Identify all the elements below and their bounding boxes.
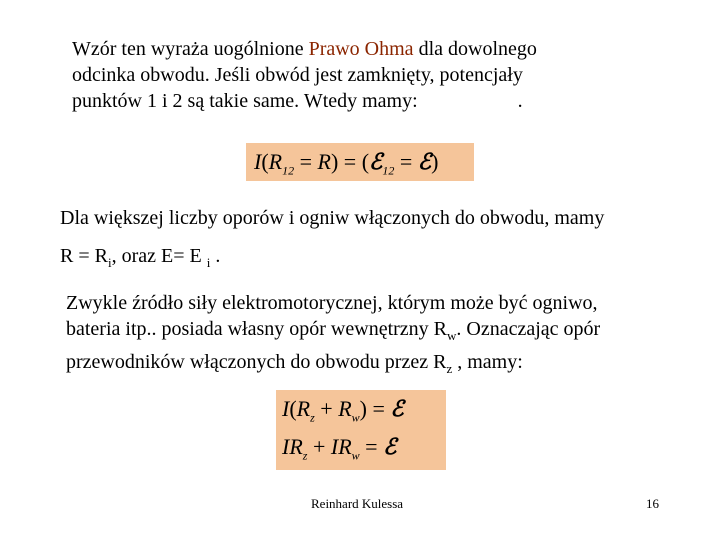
text-line: punktów 1 i 2 są takie same. Wtedy mamy: . xyxy=(72,90,523,112)
text-line-sums: $R = R_i$, oraz Ε= Ε $_i$ . xyxy=(60,245,221,270)
text-line: Zwykle źródło siły elektromotorycznej, którym może być ogniwo, xyxy=(66,292,598,314)
equation-line: $IR_z + IR_w$ = ℰ xyxy=(282,434,397,463)
paragraph-internal-resistance xyxy=(66,290,600,382)
text-line: przewodników włączonych do obwodu przez $R_z$ , mamy: xyxy=(66,351,523,376)
footer-author: Reinhard Kulessa xyxy=(311,496,404,511)
page-number: 16 xyxy=(646,496,659,511)
paragraph-ohms-law xyxy=(72,36,537,114)
paragraph-multiple-resistors xyxy=(60,205,604,276)
text-line: bateria itp.. posiada własny opór wewnętrzny $R_w$. Oznaczając opór xyxy=(66,318,601,343)
emf-symbol: Ε xyxy=(161,245,174,267)
text-line: Dla większej liczby oporów i ogniw włączonych do obwodu, mamy xyxy=(60,207,605,229)
equation-line: $I(R_z + R_w)$ = ℰ xyxy=(282,396,404,425)
text-line: odcinka obwodu. Jeśli obwód jest zamknięty, potencjały xyxy=(72,64,523,86)
equation-internal-resistance xyxy=(276,390,446,470)
equation-closed-circuit: $I(R_{12} = R)$ = (ℰ$_{12}$ = ℰ) xyxy=(246,143,474,181)
ohms-law-highlight: Prawo Ohma xyxy=(308,38,414,60)
emf-symbol: Ε xyxy=(189,245,202,267)
text-line: Wzór ten wyraża uogólnione Prawo Ohma dla dowolnego xyxy=(72,38,537,60)
